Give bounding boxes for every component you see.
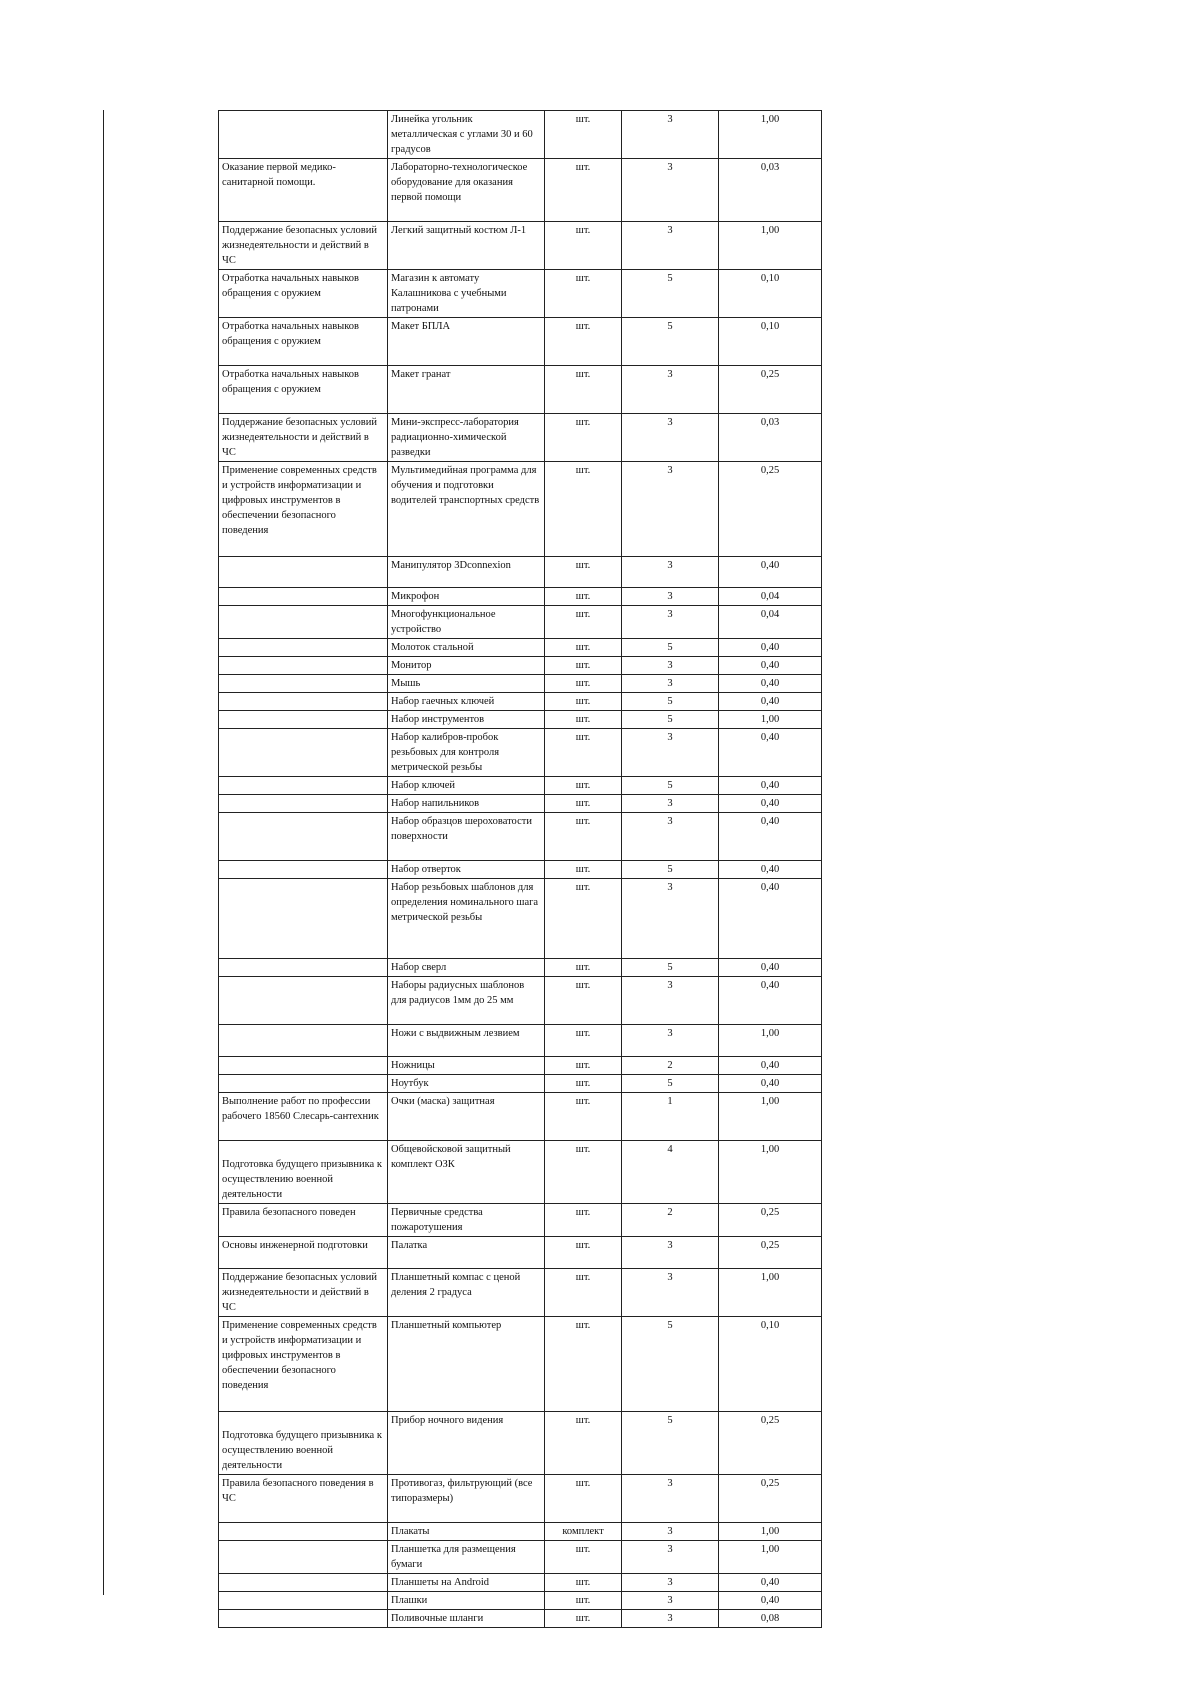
activity-cell bbox=[219, 111, 388, 159]
unit-cell: шт. bbox=[545, 1317, 622, 1412]
quantity-cell: 3 bbox=[622, 1541, 719, 1574]
quantity-cell: 5 bbox=[622, 639, 719, 657]
unit-cell: шт. bbox=[545, 1269, 622, 1317]
table-row bbox=[219, 1475, 822, 1523]
unit-cell: шт. bbox=[545, 1592, 622, 1610]
table-row bbox=[219, 693, 822, 711]
quantity-cell: 3 bbox=[622, 1025, 719, 1057]
unit-cell: шт. bbox=[545, 977, 622, 1025]
activity-cell bbox=[219, 1075, 388, 1093]
norm-cell: 0,25 bbox=[719, 1204, 822, 1237]
quantity-cell: 5 bbox=[622, 711, 719, 729]
activity-cell: Поддержание безопасных условий жизнедеятельности и действий в ЧС bbox=[219, 1269, 388, 1317]
norm-cell: 0,25 bbox=[719, 366, 822, 414]
table-row bbox=[219, 977, 822, 1025]
table-row bbox=[219, 959, 822, 977]
quantity-cell: 3 bbox=[622, 879, 719, 959]
table-row bbox=[219, 606, 822, 639]
table-row bbox=[219, 1141, 822, 1204]
table-row bbox=[219, 795, 822, 813]
table-row bbox=[219, 111, 822, 159]
unit-cell: шт. bbox=[545, 318, 622, 366]
norm-cell: 0,04 bbox=[719, 606, 822, 639]
unit-cell: шт. bbox=[545, 959, 622, 977]
unit-cell: шт. bbox=[545, 1057, 622, 1075]
item-name-cell: Палатка bbox=[388, 1237, 545, 1269]
quantity-cell: 5 bbox=[622, 270, 719, 318]
quantity-cell: 3 bbox=[622, 1592, 719, 1610]
activity-cell: Поддержание безопасных условий жизнедеятельности и действий в ЧС bbox=[219, 222, 388, 270]
activity-cell: Применение современных средств и устройств информатизации и цифровых инструментов в обеспечении безопасного поведения bbox=[219, 1317, 388, 1412]
table-row bbox=[219, 1025, 822, 1057]
quantity-cell: 3 bbox=[622, 462, 719, 557]
table-row bbox=[219, 1237, 822, 1269]
quantity-cell: 3 bbox=[622, 366, 719, 414]
unit-cell: шт. bbox=[545, 861, 622, 879]
norm-cell: 1,00 bbox=[719, 1523, 822, 1541]
item-name-cell: Набор отверток bbox=[388, 861, 545, 879]
activity-cell bbox=[219, 675, 388, 693]
activity-cell bbox=[219, 657, 388, 675]
item-name-cell: Многофункциональное устройство bbox=[388, 606, 545, 639]
quantity-cell: 3 bbox=[622, 977, 719, 1025]
norm-cell: 1,00 bbox=[719, 1141, 822, 1204]
quantity-cell: 3 bbox=[622, 1523, 719, 1541]
unit-cell: шт. bbox=[545, 1610, 622, 1628]
activity-cell bbox=[219, 1592, 388, 1610]
table-row bbox=[219, 462, 822, 557]
item-name-cell: Микрофон bbox=[388, 588, 545, 606]
norm-cell: 0,25 bbox=[719, 1237, 822, 1269]
item-name-cell: Набор инструментов bbox=[388, 711, 545, 729]
quantity-cell: 3 bbox=[622, 1610, 719, 1628]
activity-cell: Подготовка будущего призывника к осуществлению военной деятельности bbox=[219, 1412, 388, 1475]
activity-cell: Выполнение работ по профессии рабочего 18560 Слесарь-сантехник bbox=[219, 1093, 388, 1141]
table-row bbox=[219, 639, 822, 657]
activity-cell: Поддержание безопасных условий жизнедеятельности и действий в ЧС bbox=[219, 414, 388, 462]
norm-cell: 0,40 bbox=[719, 795, 822, 813]
unit-cell: шт. bbox=[545, 557, 622, 588]
unit-cell: шт. bbox=[545, 414, 622, 462]
norm-cell: 0,40 bbox=[719, 557, 822, 588]
unit-cell: комплект bbox=[545, 1523, 622, 1541]
item-name-cell: Макет гранат bbox=[388, 366, 545, 414]
table-row bbox=[219, 1057, 822, 1075]
table-row bbox=[219, 318, 822, 366]
norm-cell: 0,25 bbox=[719, 1475, 822, 1523]
quantity-cell: 3 bbox=[622, 159, 719, 222]
unit-cell: шт. bbox=[545, 879, 622, 959]
item-name-cell: Очки (маска) защитная bbox=[388, 1093, 545, 1141]
item-name-cell: Манипулятор 3Dconnexion bbox=[388, 557, 545, 588]
quantity-cell: 3 bbox=[622, 1475, 719, 1523]
activity-cell bbox=[219, 1523, 388, 1541]
unit-cell: шт. bbox=[545, 111, 622, 159]
activity-cell bbox=[219, 1610, 388, 1628]
table-row bbox=[219, 675, 822, 693]
item-name-cell: Набор ключей bbox=[388, 777, 545, 795]
quantity-cell: 3 bbox=[622, 606, 719, 639]
table-body bbox=[219, 111, 822, 1628]
unit-cell: шт. bbox=[545, 675, 622, 693]
norm-cell: 0,03 bbox=[719, 159, 822, 222]
quantity-cell: 5 bbox=[622, 861, 719, 879]
activity-cell bbox=[219, 588, 388, 606]
quantity-cell: 5 bbox=[622, 959, 719, 977]
item-name-cell: Набор напильников bbox=[388, 795, 545, 813]
unit-cell: шт. bbox=[545, 711, 622, 729]
activity-cell bbox=[219, 729, 388, 777]
norm-cell: 0,40 bbox=[719, 777, 822, 795]
item-name-cell: Плашки bbox=[388, 1592, 545, 1610]
unit-cell: шт. bbox=[545, 1475, 622, 1523]
activity-cell bbox=[219, 959, 388, 977]
item-name-cell: Мультимедийная программа для обучения и подготовки водителей транспортных средств bbox=[388, 462, 545, 557]
item-name-cell: Легкий защитный костюм Л-1 bbox=[388, 222, 545, 270]
table-row bbox=[219, 159, 822, 222]
quantity-cell: 3 bbox=[622, 729, 719, 777]
activity-cell: Отработка начальных навыков обращения с оружием bbox=[219, 318, 388, 366]
quantity-cell: 5 bbox=[622, 1075, 719, 1093]
norm-cell: 0,10 bbox=[719, 1317, 822, 1412]
unit-cell: шт. bbox=[545, 1541, 622, 1574]
unit-cell: шт. bbox=[545, 1075, 622, 1093]
item-name-cell: Первичные средства пожаротушения bbox=[388, 1204, 545, 1237]
item-name-cell: Мышь bbox=[388, 675, 545, 693]
norm-cell: 0,40 bbox=[719, 639, 822, 657]
quantity-cell: 3 bbox=[622, 657, 719, 675]
table-row bbox=[219, 657, 822, 675]
table-row bbox=[219, 1523, 822, 1541]
norm-cell: 1,00 bbox=[719, 1025, 822, 1057]
norm-cell: 1,00 bbox=[719, 222, 822, 270]
quantity-cell: 3 bbox=[622, 557, 719, 588]
table-row bbox=[219, 1204, 822, 1237]
activity-cell bbox=[219, 861, 388, 879]
item-name-cell: Наборы радиусных шаблонов для радиусов 1мм до 25 мм bbox=[388, 977, 545, 1025]
table-row bbox=[219, 1093, 822, 1141]
table-row bbox=[219, 270, 822, 318]
unit-cell: шт. bbox=[545, 159, 622, 222]
item-name-cell: Планшетный компас с ценой деления 2 градуса bbox=[388, 1269, 545, 1317]
table-row bbox=[219, 711, 822, 729]
norm-cell: 0,40 bbox=[719, 861, 822, 879]
activity-cell: Основы инженерной подготовки bbox=[219, 1237, 388, 1269]
quantity-cell: 3 bbox=[622, 222, 719, 270]
item-name-cell: Монитор bbox=[388, 657, 545, 675]
activity-cell bbox=[219, 813, 388, 861]
quantity-cell: 3 bbox=[622, 675, 719, 693]
activity-cell: Подготовка будущего призывника к осуществлению военной деятельности bbox=[219, 1141, 388, 1204]
activity-cell bbox=[219, 1025, 388, 1057]
unit-cell: шт. bbox=[545, 657, 622, 675]
norm-cell: 0,40 bbox=[719, 729, 822, 777]
item-name-cell: Прибор ночного видения bbox=[388, 1412, 545, 1475]
table-row bbox=[219, 1592, 822, 1610]
norm-cell: 0,08 bbox=[719, 1610, 822, 1628]
quantity-cell: 1 bbox=[622, 1093, 719, 1141]
table-row bbox=[219, 1574, 822, 1592]
item-name-cell: Планшетка для размещения бумаги bbox=[388, 1541, 545, 1574]
quantity-cell: 3 bbox=[622, 813, 719, 861]
activity-cell bbox=[219, 1541, 388, 1574]
table-row bbox=[219, 1541, 822, 1574]
activity-cell bbox=[219, 693, 388, 711]
unit-cell: шт. bbox=[545, 1025, 622, 1057]
norm-cell: 0,40 bbox=[719, 693, 822, 711]
item-name-cell: Плакаты bbox=[388, 1523, 545, 1541]
activity-cell bbox=[219, 795, 388, 813]
activity-cell bbox=[219, 1057, 388, 1075]
unit-cell: шт. bbox=[545, 813, 622, 861]
item-name-cell: Планшетный компьютер bbox=[388, 1317, 545, 1412]
activity-cell bbox=[219, 777, 388, 795]
activity-cell bbox=[219, 977, 388, 1025]
quantity-cell: 5 bbox=[622, 1412, 719, 1475]
norm-cell: 0,40 bbox=[719, 675, 822, 693]
item-name-cell: Набор резьбовых шаблонов для определения номинального шага метрической резьбы bbox=[388, 879, 545, 959]
unit-cell: шт. bbox=[545, 1412, 622, 1475]
norm-cell: 1,00 bbox=[719, 711, 822, 729]
quantity-cell: 3 bbox=[622, 1269, 719, 1317]
unit-cell: шт. bbox=[545, 1204, 622, 1237]
quantity-cell: 4 bbox=[622, 1141, 719, 1204]
item-name-cell: Ноутбук bbox=[388, 1075, 545, 1093]
table-row bbox=[219, 879, 822, 959]
quantity-cell: 3 bbox=[622, 111, 719, 159]
unit-cell: шт. bbox=[545, 270, 622, 318]
norm-cell: 0,25 bbox=[719, 1412, 822, 1475]
item-name-cell: Линейка угольник металлическая с углами 30 и 60 градусов bbox=[388, 111, 545, 159]
quantity-cell: 3 bbox=[622, 588, 719, 606]
item-name-cell: Ножи с выдвижным лезвием bbox=[388, 1025, 545, 1057]
norm-cell: 1,00 bbox=[719, 1269, 822, 1317]
norm-cell: 1,00 bbox=[719, 1541, 822, 1574]
norm-cell: 0,40 bbox=[719, 1075, 822, 1093]
item-name-cell: Поливочные шланги bbox=[388, 1610, 545, 1628]
unit-cell: шт. bbox=[545, 639, 622, 657]
unit-cell: шт. bbox=[545, 462, 622, 557]
norm-cell: 0,10 bbox=[719, 270, 822, 318]
left-margin-line bbox=[103, 110, 104, 1595]
table-row bbox=[219, 1412, 822, 1475]
item-name-cell: Ножницы bbox=[388, 1057, 545, 1075]
table-row bbox=[219, 1075, 822, 1093]
item-name-cell: Лабораторно-технологическое оборудование для оказания первой помощи bbox=[388, 159, 545, 222]
unit-cell: шт. bbox=[545, 693, 622, 711]
unit-cell: шт. bbox=[545, 588, 622, 606]
norm-cell: 0,40 bbox=[719, 1057, 822, 1075]
item-name-cell: Набор гаечных ключей bbox=[388, 693, 545, 711]
unit-cell: шт. bbox=[545, 795, 622, 813]
table-row bbox=[219, 1317, 822, 1412]
norm-cell: 0,40 bbox=[719, 959, 822, 977]
table-row bbox=[219, 729, 822, 777]
quantity-cell: 5 bbox=[622, 777, 719, 795]
item-name-cell: Набор сверл bbox=[388, 959, 545, 977]
activity-cell: Отработка начальных навыков обращения с оружием bbox=[219, 366, 388, 414]
table-row bbox=[219, 557, 822, 588]
quantity-cell: 2 bbox=[622, 1057, 719, 1075]
item-name-cell: Магазин к автомату Калашникова с учебными патронами bbox=[388, 270, 545, 318]
item-name-cell: Набор калибров-пробок резьбовых для контроля метрической резьбы bbox=[388, 729, 545, 777]
quantity-cell: 5 bbox=[622, 1317, 719, 1412]
unit-cell: шт. bbox=[545, 222, 622, 270]
norm-cell: 0,25 bbox=[719, 462, 822, 557]
table-row bbox=[219, 861, 822, 879]
activity-cell: Оказание первой медико-санитарной помощи. bbox=[219, 159, 388, 222]
quantity-cell: 3 bbox=[622, 1574, 719, 1592]
item-name-cell: Макет БПЛА bbox=[388, 318, 545, 366]
unit-cell: шт. bbox=[545, 366, 622, 414]
unit-cell: шт. bbox=[545, 1237, 622, 1269]
unit-cell: шт. bbox=[545, 777, 622, 795]
table-row bbox=[219, 366, 822, 414]
quantity-cell: 2 bbox=[622, 1204, 719, 1237]
activity-cell bbox=[219, 879, 388, 959]
quantity-cell: 5 bbox=[622, 318, 719, 366]
item-name-cell: Планшеты на Android bbox=[388, 1574, 545, 1592]
activity-cell: Применение современных средств и устройств информатизации и цифровых инструментов в обеспечении безопасного поведения bbox=[219, 462, 388, 557]
unit-cell: шт. bbox=[545, 1574, 622, 1592]
table-row bbox=[219, 777, 822, 795]
table-row bbox=[219, 414, 822, 462]
activity-cell bbox=[219, 1574, 388, 1592]
item-name-cell: Мини-экспресс-лаборатория радиационно-химической разведки bbox=[388, 414, 545, 462]
quantity-cell: 3 bbox=[622, 1237, 719, 1269]
equipment-table bbox=[218, 110, 822, 1628]
item-name-cell: Противогаз, фильтрующий (все типоразмеры) bbox=[388, 1475, 545, 1523]
unit-cell: шт. bbox=[545, 1141, 622, 1204]
table-row bbox=[219, 1269, 822, 1317]
unit-cell: шт. bbox=[545, 1093, 622, 1141]
activity-cell bbox=[219, 639, 388, 657]
norm-cell: 0,04 bbox=[719, 588, 822, 606]
norm-cell: 0,40 bbox=[719, 657, 822, 675]
norm-cell: 1,00 bbox=[719, 111, 822, 159]
norm-cell: 0,40 bbox=[719, 879, 822, 959]
activity-cell: Правила безопасного поведен bbox=[219, 1204, 388, 1237]
table-row bbox=[219, 813, 822, 861]
activity-cell bbox=[219, 557, 388, 588]
activity-cell: Отработка начальных навыков обращения с оружием bbox=[219, 270, 388, 318]
norm-cell: 0,10 bbox=[719, 318, 822, 366]
table-row bbox=[219, 222, 822, 270]
norm-cell: 0,40 bbox=[719, 813, 822, 861]
item-name-cell: Набор образцов шероховатости поверхности bbox=[388, 813, 545, 861]
norm-cell: 0,40 bbox=[719, 1574, 822, 1592]
unit-cell: шт. bbox=[545, 729, 622, 777]
activity-cell: Правила безопасного поведения в ЧС bbox=[219, 1475, 388, 1523]
table-row bbox=[219, 1610, 822, 1628]
table-row bbox=[219, 588, 822, 606]
norm-cell: 0,40 bbox=[719, 977, 822, 1025]
quantity-cell: 3 bbox=[622, 795, 719, 813]
activity-cell bbox=[219, 606, 388, 639]
norm-cell: 0,03 bbox=[719, 414, 822, 462]
quantity-cell: 5 bbox=[622, 693, 719, 711]
quantity-cell: 3 bbox=[622, 414, 719, 462]
norm-cell: 1,00 bbox=[719, 1093, 822, 1141]
activity-cell bbox=[219, 711, 388, 729]
item-name-cell: Общевойсковой защитный комплект ОЗК bbox=[388, 1141, 545, 1204]
unit-cell: шт. bbox=[545, 606, 622, 639]
norm-cell: 0,40 bbox=[719, 1592, 822, 1610]
item-name-cell: Молоток стальной bbox=[388, 639, 545, 657]
